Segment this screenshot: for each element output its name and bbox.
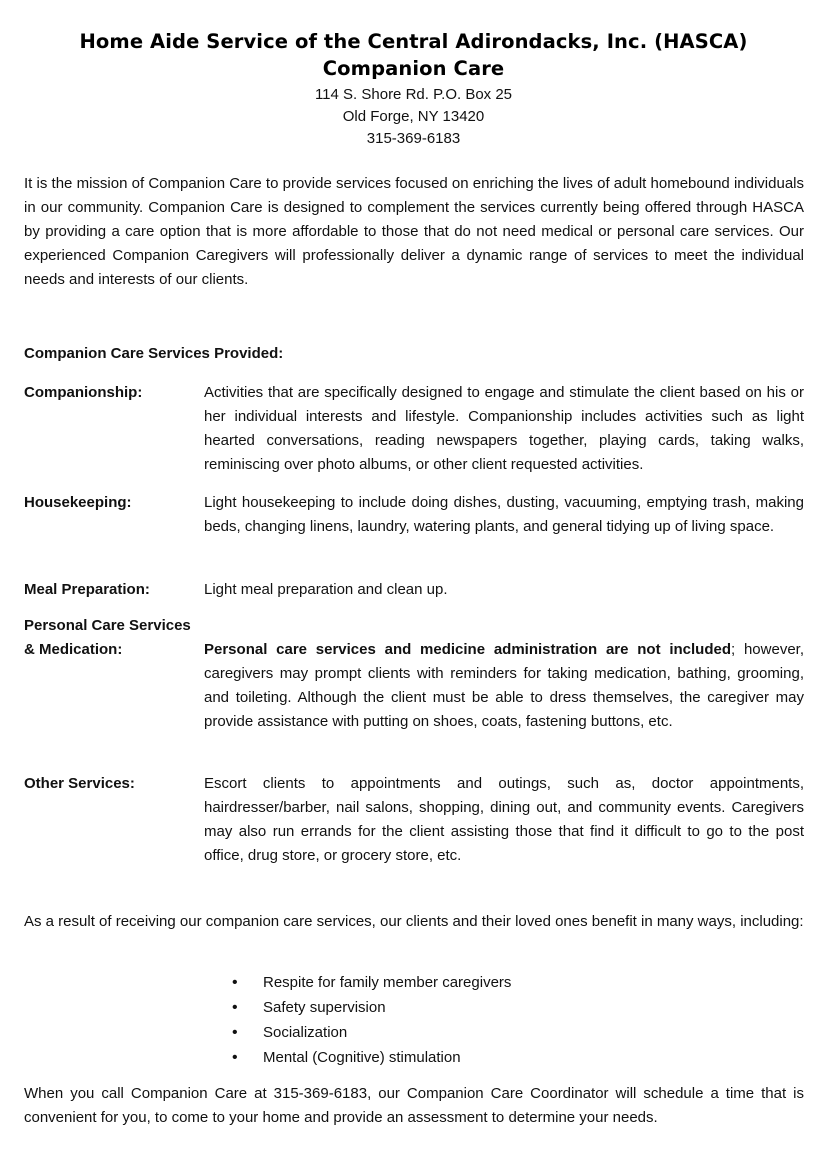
- benefit-item: • Socialization: [232, 1020, 511, 1045]
- service-text-personal-care: [204, 638, 804, 734]
- services-heading: Companion Care Services Provided:: [24, 345, 284, 362]
- benefits-list: [232, 970, 511, 1070]
- address-street: 114 S. Shore Rd. P.O. Box 25: [314, 86, 513, 103]
- service-label-meal: Meal Preparation:: [24, 581, 150, 598]
- service-label-personal-care-line1: Personal Care Services: [24, 617, 191, 634]
- mission-paragraph: It is the mission of Companion Care to provide services focused on enriching the lives of adult homebound individuals in our community. Companion Care is designed to complement the services currently being offered through HASCA by providing a care option that is more affordable to those that do not need medical or personal care services. Our experienced Companion Caregivers will professionally deliver a dynamic range of services to meet the individual needs and interests of our clients.: [24, 175, 804, 288]
- service-text-other: Escort clients to appointments and outings, such as, doctor appointments, hairdresser/barber, nail salons, shopping, dining out, and community events. Caregivers may also run errands for the client assisting those that find it difficult to go to the post office, drug store, or grocery store, etc.: [204, 775, 804, 864]
- service-label-other: Other Services:: [24, 775, 135, 792]
- organization-title: Home Aide Service of the Central Adirondacks, Inc. (HASCA): [79, 30, 748, 53]
- program-title: Companion Care: [322, 57, 505, 80]
- service-label-companionship: Companionship:: [24, 384, 143, 401]
- benefits-intro: As a result of receiving our companion care services, our clients and their loved ones benefit in many ways, including:: [24, 913, 804, 930]
- address-block: [0, 84, 827, 150]
- service-text-housekeeping: Light housekeeping to include doing dishes, dusting, vacuuming, emptying trash, making beds, changing linens, laundry, watering plants, and general tidying up of living space.: [204, 494, 804, 535]
- closing-paragraph: When you call Companion Care at 315-369-6183, our Companion Care Coordinator will schedule a time that is convenient for you, to come to your home and provide an assessment to determine your needs.: [24, 1085, 804, 1126]
- personal-care-details: ; however, caregivers may prompt clients with reminders for taking medication, bathing, grooming, and toileting. Although the client must be able to dress themselves, the caregiver may provide assistance with putting on shoes, coats, fastening buttons, etc.: [204, 641, 804, 730]
- not-included-notice: Personal care services and medicine administration are not included: [204, 641, 732, 658]
- service-label-personal-care-line2: & Medication:: [24, 641, 123, 658]
- benefit-item: • Safety supervision: [232, 995, 511, 1020]
- address-phone: 315-369-6183: [366, 130, 461, 147]
- address-city: Old Forge, NY 13420: [342, 108, 485, 125]
- service-text-meal: Light meal preparation and clean up.: [204, 581, 448, 598]
- benefit-item: • Mental (Cognitive) stimulation: [232, 1045, 511, 1070]
- benefit-item: • Respite for family member caregivers: [232, 970, 511, 995]
- service-label-personal-care: [24, 614, 209, 662]
- service-text-companionship: Activities that are specifically designed to engage and stimulate the client based on his or her individual interests and lifestyle. Companionship includes activities such as light hearted conversations, reading newspapers together, playing cards, taking walks, reminiscing over photo albums, or other client requested activities.: [204, 384, 804, 473]
- service-label-housekeeping: Housekeeping:: [24, 494, 132, 511]
